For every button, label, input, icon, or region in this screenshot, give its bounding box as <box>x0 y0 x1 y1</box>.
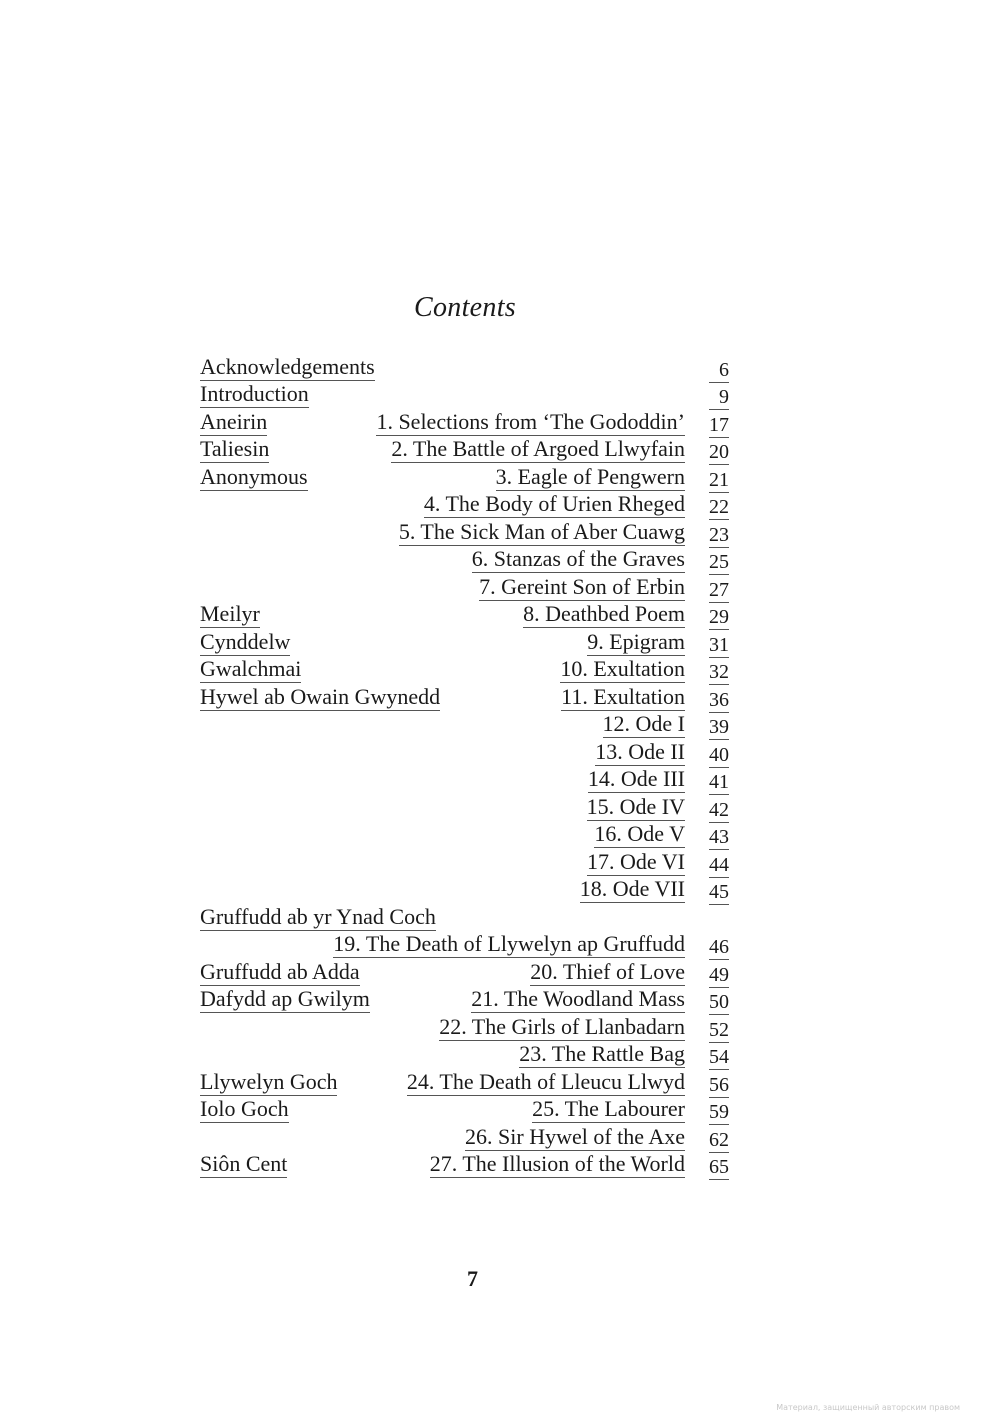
toc-page-number: 22 <box>709 496 729 518</box>
toc-title: 21. The Woodland Mass <box>471 986 685 1011</box>
toc-entry <box>200 878 735 906</box>
toc-entry <box>200 823 735 851</box>
toc-entry <box>200 493 735 521</box>
toc-title: 6. Stanzas of the Graves <box>471 546 685 571</box>
toc-entry <box>200 1015 735 1043</box>
toc-title: 1. Selections from ‘The Gododdin’ <box>376 408 685 434</box>
toc-entry <box>200 988 735 1016</box>
toc-title: 18. Ode VII <box>579 876 685 901</box>
toc-title: 24. The Death of Lleucu Llwyd <box>406 1068 685 1094</box>
toc-entry <box>200 465 735 493</box>
toc-page-number: 44 <box>709 853 729 876</box>
toc-entry <box>200 575 735 603</box>
toc-title: 13. Ode II <box>595 738 685 764</box>
toc-page-number: 21 <box>709 468 729 491</box>
toc-entry <box>200 685 735 713</box>
toc-page-number: 46 <box>709 936 729 958</box>
page-number: 7 <box>467 1266 478 1291</box>
toc-author: Llywelyn Goch <box>200 1068 338 1094</box>
toc-author: Anonymous <box>200 463 308 489</box>
toc-entry <box>200 795 735 823</box>
toc-page-number: 6 <box>709 358 729 383</box>
toc-entry <box>200 740 735 768</box>
toc-author: Acknowledgements <box>200 353 375 379</box>
toc-title: 17. Ode VI <box>587 848 685 874</box>
toc-page-number: 25 <box>709 551 729 573</box>
toc-title: 3. Eagle of Pengwern <box>495 463 685 489</box>
toc-page-number: 43 <box>709 826 729 848</box>
toc-entry <box>200 410 735 438</box>
toc-title: 15. Ode IV <box>586 793 685 819</box>
toc-title: 22. The Girls of Llanbadarn <box>439 1013 685 1039</box>
toc-page-number: 56 <box>709 1073 729 1096</box>
toc-page-number: 27 <box>709 578 729 601</box>
toc-author: Hywel ab Owain Gwynedd <box>200 683 441 709</box>
toc-page-number: 54 <box>709 1046 729 1068</box>
toc-entry <box>200 603 735 631</box>
toc-entry <box>200 383 735 411</box>
toc-page-number: 62 <box>709 1128 729 1151</box>
toc-entry <box>200 438 735 466</box>
toc-author: Gruffudd ab Adda <box>200 958 360 984</box>
toc-author: Aneirin <box>200 408 268 434</box>
toc-page-number: 42 <box>709 798 729 821</box>
toc-author: Iolo Goch <box>200 1096 289 1121</box>
page-title: Contents <box>414 292 516 323</box>
toc-entry <box>200 548 735 576</box>
toc-entry <box>200 1125 735 1153</box>
toc-author: Gruffudd ab yr Ynad Coch <box>200 903 436 929</box>
watermark: Материал, защищенный авторским правом <box>776 1403 960 1412</box>
toc-title: 2. The Battle of Argoed Llwyfain <box>391 436 685 461</box>
toc-title: 7. Gereint Son of Erbin <box>479 573 685 599</box>
toc-page-number: 45 <box>709 881 729 903</box>
toc-title: 14. Ode III <box>587 766 685 791</box>
toc-page-number: 50 <box>709 991 729 1013</box>
toc-page-number: 41 <box>709 771 729 793</box>
toc-title: 11. Exultation <box>561 683 685 709</box>
toc-page-number: 32 <box>709 661 729 683</box>
toc-author: Gwalchmai <box>200 656 302 681</box>
toc-title: 5. The Sick Man of Aber Cuawg <box>398 518 685 544</box>
toc-page-number: 36 <box>709 688 729 711</box>
toc-author: Siôn Cent <box>200 1151 288 1176</box>
toc-title: 23. The Rattle Bag <box>519 1041 685 1066</box>
toc-author: Taliesin <box>200 436 270 461</box>
toc-title: 4. The Body of Urien Rheged <box>423 491 685 516</box>
toc-entry <box>200 355 735 383</box>
toc-page-number: 39 <box>709 716 729 738</box>
toc-entry <box>200 1153 735 1181</box>
toc-title: 27. The Illusion of the World <box>429 1151 685 1176</box>
toc-title: 8. Deathbed Poem <box>523 601 685 626</box>
toc-author: Dafydd ap Gwilym <box>200 986 370 1011</box>
toc-entry <box>200 768 735 796</box>
toc-entry <box>200 960 735 988</box>
table-of-contents <box>200 355 735 1180</box>
toc-page-number: 20 <box>709 441 729 463</box>
toc-page-number: 23 <box>709 523 729 546</box>
toc-page-number: 29 <box>709 606 729 628</box>
toc-entry <box>200 850 735 878</box>
toc-entry <box>200 658 735 686</box>
toc-entry <box>200 1070 735 1098</box>
toc-page-number: 65 <box>709 1156 729 1178</box>
toc-title: 19. The Death of Llywelyn ap Gruffudd <box>333 931 685 956</box>
toc-page-number: 31 <box>709 633 729 656</box>
toc-page-number: 40 <box>709 743 729 766</box>
toc-entry <box>200 1043 735 1071</box>
toc-author: Cynddelw <box>200 628 291 654</box>
toc-page-number: 49 <box>709 963 729 986</box>
toc-title: 16. Ode V <box>594 821 685 846</box>
toc-title: 12. Ode I <box>602 711 685 736</box>
toc-entry <box>200 1098 735 1126</box>
toc-page-number: 59 <box>709 1101 729 1123</box>
toc-entry <box>200 520 735 548</box>
toc-title: 20. Thief of Love <box>530 958 685 984</box>
toc-author: Meilyr <box>200 601 260 626</box>
toc-title: 9. Epigram <box>587 628 685 654</box>
toc-entry <box>200 630 735 658</box>
toc-page-number: 52 <box>709 1018 729 1041</box>
toc-entry <box>200 713 735 741</box>
toc-title: 25. The Labourer <box>532 1096 685 1121</box>
toc-entry <box>200 933 735 961</box>
toc-title: 26. Sir Hywel of the Axe <box>465 1123 685 1149</box>
toc-title: 10. Exultation <box>560 656 685 681</box>
toc-author: Introduction <box>200 381 309 406</box>
toc-page-number: 9 <box>709 385 729 410</box>
toc-page-number: 17 <box>709 413 729 436</box>
toc-entry <box>200 905 735 933</box>
